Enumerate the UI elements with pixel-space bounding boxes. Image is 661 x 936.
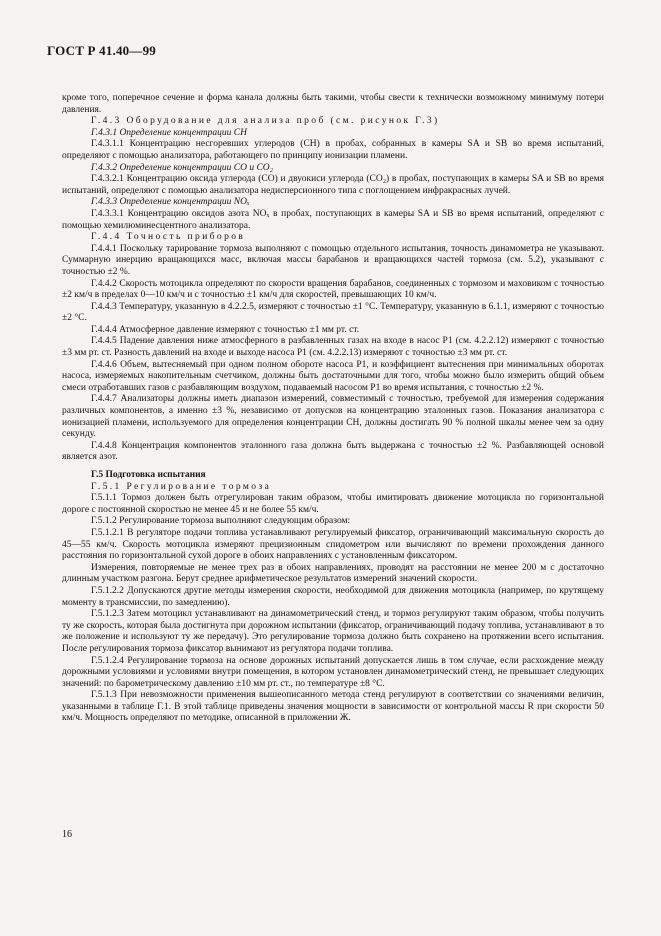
paragraph: Г.4.3.3.1 Концентрацию оксидов азота NOₓ в пробах, поступающих в камеры SA и SB во время испытаний, определяют с помощью хемилюминесцентного анализатора. (62, 208, 604, 231)
spaced-heading: Г.5.1 Регулирование тормоза (91, 481, 272, 492)
section-title: Г.5 Подготовка испытания (91, 470, 206, 480)
paragraph: Г.5.1.2.3 Затем мотоцикл устанавливают на динамометрический стенд, и тормоз регулируют таким образом, чтобы получить ту же скорость, которая была достигнута при дорожном испытании (фиксатор, ограничивающий подачу топлива, устанавливают в то же положение и используют ту же передачу). Это регулирование тормоза должно быть сохранено на протяжении всего испытания. После регулирования тормоза фиксатор вынимают из регулятора подачи топлива. (62, 609, 604, 654)
paragraph: Измерения, повторяемые не менее трех раз в обоих направлениях, проводят на расстоянии не менее 200 м с достаточно длинным участком разгона. Берут среднее арифметическое результатов измерений значений скорости. (62, 562, 604, 585)
subsection-heading: Г.4.3.1 Определение концентрации CH (91, 127, 247, 138)
section-heading (62, 116, 604, 128)
paragraph: Г.4.3.1.1 Концентрацию несгоревших углеродов (CH) в пробах, собранных в камеры SA и SB во время испытаний, определяют с помощью анализатора, работающего по принципу ионизации пламени. (62, 139, 604, 161)
paragraph: Г.4.4.5 Падение давления ниже атмосферного в разбавленных газах на входе в насос P1 (см. 4.2.2.12) измеряют с точностью ±3 мм рт. ст. Разность давлений на входе и выходе насоса P1 (см. 4.2.2.13) измеряют с точностью ±3 мм рт. ст. (62, 336, 604, 359)
section-heading (62, 232, 604, 244)
page-number: 16 (62, 829, 72, 840)
paragraph: Г.5.1.2 Регулирование тормоза выполняют следующим образом: (91, 516, 351, 527)
paragraph: Г.4.4.6 Объем, вытесняемый при одном полном обороте насоса P1, и коэффициент вытеснения при минимальных оборотах насоса, измеряемых накопительным счетчиком, должны быть достаточными для того, чтобы можно было измерить общий объем смеси отработавших газов с разбавляющим воздухом, подаваемый насосом P1 во время испытания, с точностью ±2 %. (62, 359, 604, 393)
spaced-heading: Г.4.4 Точность приборов (91, 232, 246, 243)
paragraph: Г.4.4.2 Скорость мотоцикла определяют по скорости вращения барабанов, соединенных с тормозом и маховиком с точностью ±2 км/ч в пределах 0—10 км/ч и с точностью ±1 км/ч для скоростей, превышающих 10 км/ч. (62, 278, 604, 301)
paragraph: Г.4.4.3 Температуру, указанную в 4.2.2.5, измеряют с точностью ±1 °С. Температуру, указанную в 6.1.1, измеряют с точностью ±2 °С. (62, 301, 604, 324)
paragraph: Г.4.4.1 Поскольку тарирование тормоза выполняют с помощью отдельного испытания, точность динамометра не указывают. Суммарную инерцию вращающихся масс, включая массы барабанов и вращающихся частей тормоза (см. 5.2), указывают с точностью ±2 %. (62, 243, 604, 277)
paragraph: Г.5.1.2.2 Допускаются другие методы измерения скорости, необходимой для движения мотоцикла (например, по крутящему моменту в трансмиссии, по замедлению). (62, 585, 604, 608)
paragraph: Г.4.4.7 Анализаторы должны иметь диапазон измерений, совместимый с точностью, требуемой для измерения содержания различных компонентов, а именно ±3 %, независимо от допусков на концентрацию эталонных газов. Показания анализатора с ионизацией пламени, используемого для определения концентрации CH, должны достигать 90 % полной шкалы менее чем за одну секунду. (62, 394, 604, 440)
spaced-heading: Г.4.3 Оборудование для анализа проб (см. рисунок Г.3) (91, 116, 440, 127)
paragraph: кроме того, поперечное сечение и форма канала должны быть такими, чтобы свести к технически возможному минимуму потери давления. (62, 93, 604, 115)
paragraph: Г.5.1.2.4 Регулирование тормоза на основе дорожных испытаний допускается лишь в том случае, если расхождение между дорожными условиями и условиями внутри помещения, в котором установлен динамометрический стенд, не превышает следующих значений: по барометрическому давлению ±10 мм рт. ст., по температуре ±8 °С. (62, 655, 604, 689)
document-body (62, 93, 604, 725)
subsection-heading: Г.4.3.2 Определение концентрации CO и CO₂ (91, 162, 273, 173)
section-heading (62, 482, 604, 494)
paragraph: Г.4.4.8 Концентрация компонентов эталонного газа должна быть выдержана с точностью ±2 %. Разбавляющей основой является азот. (62, 440, 604, 463)
paragraph: Г.4.4.4 Атмосферное давление измеряют с точностью ±1 мм рт. ст. (91, 324, 360, 335)
standard-header: ГОСТ Р 41.40—99 (47, 43, 156, 58)
paragraph: Г.5.1.1 Тормоз должен быть отрегулирован таким образом, чтобы имитировать движение мотоцикла по горизонтальной дороге с постоянной скоростью не менее 45 и не более 55 км/ч. (62, 493, 604, 515)
paragraph: Г.4.3.2.1 Концентрацию оксида углерода (CO) и двуокиси углерода (CO₂) в пробах, поступающих в камеры SA и SB во время испытаний, определяют с помощью анализатора недисперсионного типа с поглощением инфракрасных лучей. (62, 174, 604, 196)
paragraph: Г.5.1.2.1 В регуляторе подачи топлива устанавливают регулируемый фиксатор, ограничивающий максимальную скорость до 45—55 км/ч. Скорость мотоцикла измеряют прецизионным спидометром или вычисляют по времени прохождения данного расстояния по горизонтальной сухой дороге в обоих направлениях с установленным фиксатором. (62, 527, 604, 562)
paragraph: Г.5.1.3 При невозможности применения вышеописанного метода стенд регулируют в соответствии со значениями величин, указанными в таблице Г.1. В этой таблице приведены значения мощности в зависимости от контрольной массы R при скорости 50 км/ч. Мощность определяют по методике, описанной в приложении Ж. (62, 690, 604, 724)
subsection-heading: Г.4.3.3 Определение концентрации NOₓ (91, 197, 250, 208)
